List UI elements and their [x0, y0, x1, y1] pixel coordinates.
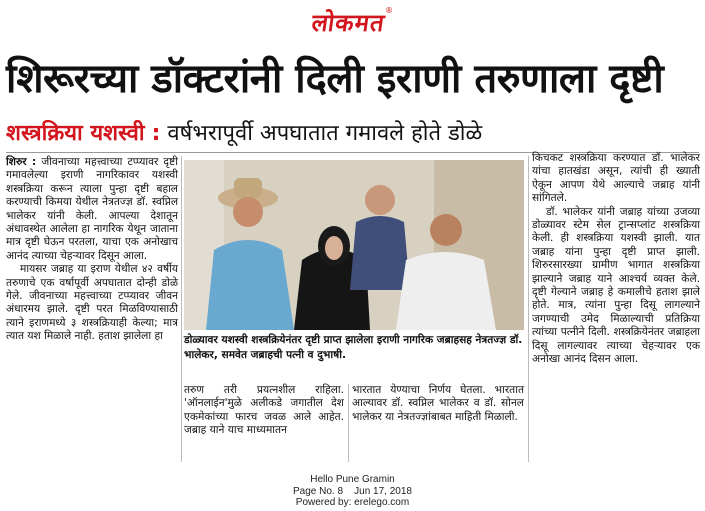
registered-mark: ® — [384, 6, 393, 15]
photo-illustration — [184, 160, 524, 330]
paragraph: किचकट शस्त्रक्रिया करण्यात डॉ. भालेकर यांचा हातखंडा असून, त्यांची ही ख्याती ऐकून आपण येथे आल्याचे जब्राह यांनी सांगितले. — [532, 152, 700, 205]
subhead-kicker: शस्त्रक्रिया यशस्वी — [6, 121, 145, 146]
paragraph: डॉ. भालेकर यांनी जब्राह यांच्या उजव्या डोळ्यावर स्टेम सेल ट्रान्सप्लांट शस्त्रक्रिया केली. ही शस्त्रक्रिया यशस्वी झाली. यात जब्राह यांना पुन्हा दृष्टी प्राप्त झाली. शिरुरसारख्या ग्रामीण भागात शस्त्रक्रिया झाल्याने जब्राह याने आश्चर्य व्यक्त केले. दृष्टी गेल्याने जब्राह हे कमालीचे हताश झाले होते. मात्र, त्यांना पुन्हा दिसू लागल्याने जगण्याची उमेद मिळाल्याची प्रतिक्रिया त्यांच्या पत्नीने दिली. शस्त्रक्रियेनंतर जब्राहला दिसू लागल्यावर त्याच्या चेहऱ्यावर एक अनोखा आनंद दिसन आला. — [532, 205, 700, 366]
paragraph: तरुण तरी प्रयत्नशील राहिला. 'ऑनलाईन'मुळे अलीकडे जगातील देश एकमेकांच्या फारच जवळ आले आहेत. जब्राह याने याच माध्यमातन — [184, 384, 344, 437]
footer-edition: Hello Pune Gramin — [310, 474, 395, 485]
dateline: शिरुर : — [6, 156, 37, 168]
article-photo — [184, 160, 524, 330]
subhead-separator: : — [151, 121, 161, 146]
subhead-text: वर्षभरापूर्वी अपघातात गमावले होते डोळे — [167, 121, 483, 146]
column-divider — [181, 156, 182, 462]
paragraph: भारतात येण्याचा निर्णय घेतला. भारतात आल्यावर डॉ. स्वप्निल भालेकर व डॉ. सोनल भालेकर या नेत्रतज्ज्ञांबाबत माहिती मिळाली. — [352, 384, 524, 423]
footer-page-date: Page No. 8 Jun 17, 2018 — [293, 485, 412, 497]
masthead — [0, 6, 705, 39]
article-column-2 — [184, 384, 344, 438]
article-column-4 — [532, 152, 700, 367]
subheadline — [6, 118, 699, 150]
column-divider — [348, 384, 349, 462]
article-column-3 — [352, 384, 524, 424]
headline: शिरूरच्या डॉक्टरांनी दिली इराणी तरुणाला दृष्टी — [6, 56, 664, 102]
paragraph-text: जीवनाच्या महत्त्वाच्या टप्प्यावर दृष्टी गमावलेल्या इराणी नागरिकावर यशस्वी शस्त्रक्रिया करून त्याला पुन्हा दृष्टी बहाल करण्याची किमया येथील नेत्रतज्ज्ञ डॉ. स्वप्निल भालेकर यांनी केली. आपल्या देशातून अंधावस्थेत आलेला हा नागरिक येथून जाताना मात्र दृष्टी घेऊन परतला, याचा एक अनोखाच आनंद त्याच्या चेहऱ्यावर दिसून आला. — [6, 156, 178, 262]
masthead-logo: लोकमत — [309, 9, 387, 37]
paragraph — [6, 156, 178, 263]
page-footer — [0, 474, 705, 509]
photo-caption: डोळ्यावर यशस्वी शस्त्रक्रियेनंतर दृष्टी प्राप्त झालेला इराणी नागरिक जब्राहसह नेत्रतज्ज्ञ डॉ. भालेकर, समवेत जब्राहची पत्नी व दुभाषी. — [184, 334, 523, 361]
column-divider — [528, 156, 529, 462]
paragraph: मायसर जब्राह या इराण येथील ४२ वर्षीय तरुणाचे एक वर्षापूर्वी अपघातात दोन्ही डोळे गेले. जीवनाच्या महत्त्वाच्या टप्प्यावर जीवन अंधारमय झाले. दृष्टी परत मिळविण्यासाठी त्याने इराणमध्ये ३ शस्त्रक्रियाही केल्या; मात्र त्यात यश मिळाले नाही. हताश झालेला हा — [6, 263, 178, 343]
footer-powered-by: Powered by: erelego.com — [295, 497, 410, 508]
article-column-1 — [6, 156, 178, 344]
